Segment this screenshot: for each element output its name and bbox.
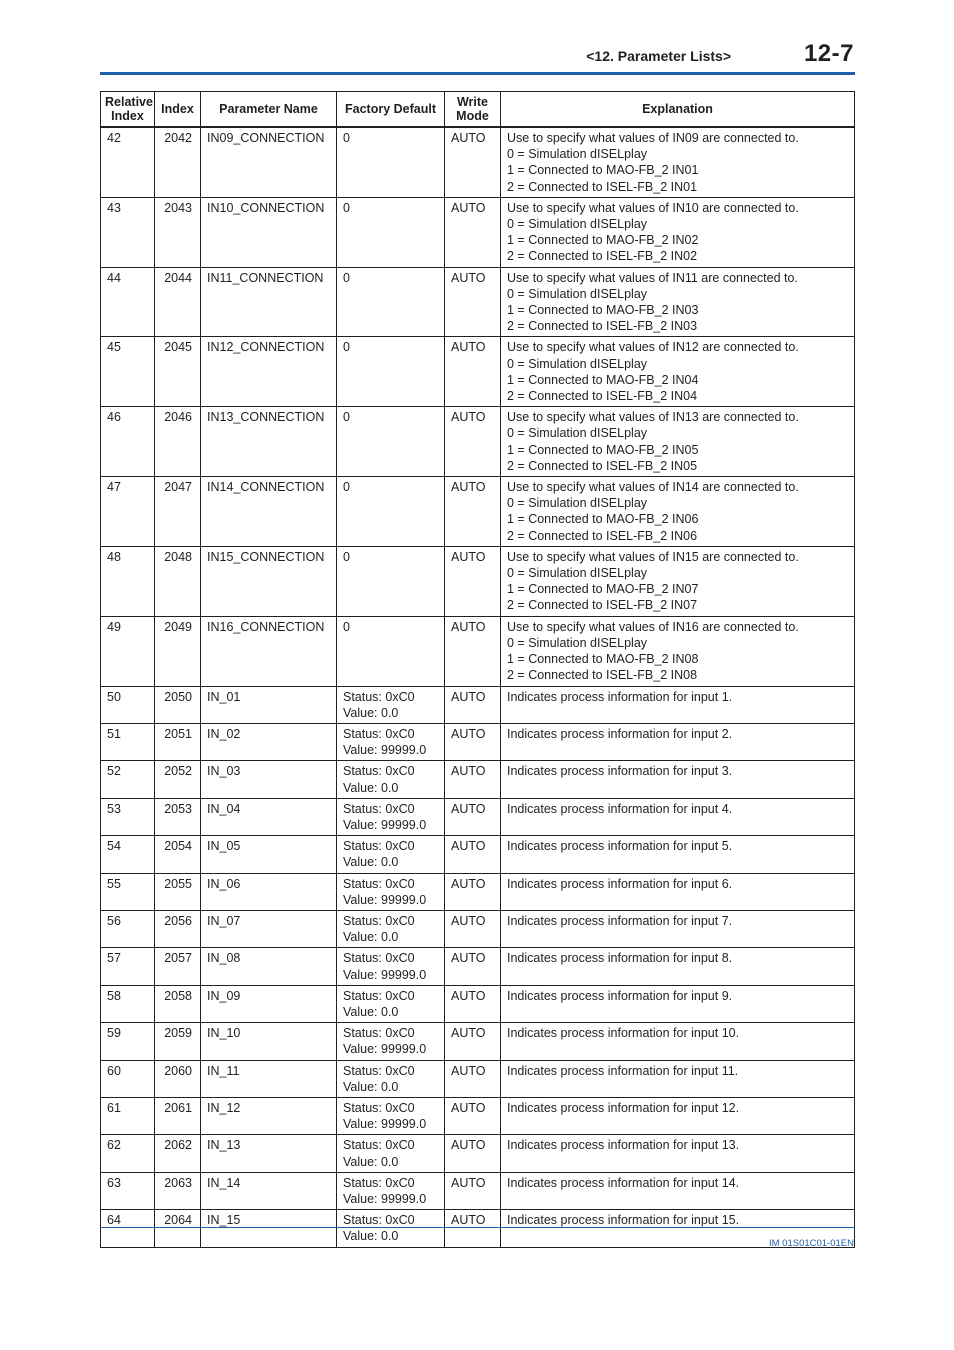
table-row bbox=[101, 1097, 855, 1134]
index-cell: 2059 bbox=[155, 1023, 201, 1060]
relative-index-cell: 57 bbox=[101, 948, 155, 985]
factory-default-line: Value: 0.0 bbox=[343, 1004, 399, 1019]
explanation-line: 2 = Connected to ISEL-FB_2 IN03 bbox=[507, 319, 698, 334]
parameter-table-container bbox=[100, 91, 855, 1248]
factory-default-line: Value: 0.0 bbox=[343, 1154, 399, 1169]
explanation-line: Indicates process information for input 15. bbox=[507, 1213, 740, 1228]
explanation-line: Indicates process information for input 7. bbox=[507, 913, 733, 928]
explanation-line: 0 = Simulation dISELplay bbox=[507, 426, 648, 441]
parameter-name-cell: IN_14 bbox=[201, 1172, 337, 1209]
index-cell: 2055 bbox=[155, 873, 201, 910]
parameter-name-cell: IN12_CONNECTION bbox=[201, 337, 337, 407]
relative-index-cell: 52 bbox=[101, 761, 155, 798]
write-mode-cell: AUTO bbox=[445, 723, 501, 760]
relative-index-cell: 48 bbox=[101, 546, 155, 616]
table-row bbox=[101, 1060, 855, 1097]
parameter-name-cell: IN15_CONNECTION bbox=[201, 546, 337, 616]
table-row bbox=[101, 337, 855, 407]
index-cell: 2048 bbox=[155, 546, 201, 616]
explanation-line: 1 = Connected to MAO-FB_2 IN05 bbox=[507, 442, 699, 457]
write-mode-cell: AUTO bbox=[445, 1210, 501, 1247]
header-line: Index bbox=[111, 109, 144, 123]
explanation-cell bbox=[501, 197, 855, 267]
relative-index-cell: 58 bbox=[101, 985, 155, 1022]
parameter-name-cell: IN_07 bbox=[201, 910, 337, 947]
explanation-cell bbox=[501, 948, 855, 985]
table-row bbox=[101, 798, 855, 835]
write-mode-cell: AUTO bbox=[445, 546, 501, 616]
relative-index-cell: 60 bbox=[101, 1060, 155, 1097]
factory-default-line: Value: 99999.0 bbox=[343, 743, 427, 758]
factory-default-line: Value: 99999.0 bbox=[343, 1042, 427, 1057]
explanation-line: 0 = Simulation dISELplay bbox=[507, 635, 648, 650]
write-mode-cell: AUTO bbox=[445, 1135, 501, 1172]
explanation-cell bbox=[501, 1023, 855, 1060]
explanation-line: Indicates process information for input 5. bbox=[507, 839, 733, 854]
parameter-name-cell: IN_12 bbox=[201, 1097, 337, 1134]
explanation-cell bbox=[501, 407, 855, 477]
explanation-line: Use to specify what values of IN10 are connected to. bbox=[507, 200, 799, 215]
index-cell: 2051 bbox=[155, 723, 201, 760]
factory-default-line: Status: 0xC0 bbox=[343, 689, 415, 704]
relative-index-cell: 46 bbox=[101, 407, 155, 477]
explanation-line: 0 = Simulation dISELplay bbox=[507, 286, 648, 301]
explanation-line: 2 = Connected to ISEL-FB_2 IN02 bbox=[507, 249, 698, 264]
parameter-name-cell: IN_06 bbox=[201, 873, 337, 910]
parameter-name-cell: IN11_CONNECTION bbox=[201, 267, 337, 337]
relative-index-cell: 49 bbox=[101, 616, 155, 686]
table-row bbox=[101, 761, 855, 798]
table-row bbox=[101, 836, 855, 873]
index-cell: 2045 bbox=[155, 337, 201, 407]
explanation-line: Indicates process information for input 13. bbox=[507, 1138, 740, 1153]
explanation-line: Use to specify what values of IN16 are connected to. bbox=[507, 619, 799, 634]
explanation-line: Indicates process information for input 14. bbox=[507, 1175, 740, 1190]
table-body bbox=[101, 127, 855, 1247]
explanation-line: Use to specify what values of IN09 are connected to. bbox=[507, 131, 799, 145]
table-row bbox=[101, 127, 855, 197]
factory-default-line: Status: 0xC0 bbox=[343, 988, 415, 1003]
explanation-line: 0 = Simulation dISELplay bbox=[507, 356, 648, 371]
explanation-cell bbox=[501, 798, 855, 835]
factory-default-cell bbox=[337, 836, 445, 873]
factory-default-cell bbox=[337, 267, 445, 337]
write-mode-cell: AUTO bbox=[445, 337, 501, 407]
explanation-cell bbox=[501, 267, 855, 337]
table-row bbox=[101, 477, 855, 547]
explanation-cell bbox=[501, 761, 855, 798]
explanation-line: Use to specify what values of IN12 are connected to. bbox=[507, 340, 799, 355]
factory-default-line: Status: 0xC0 bbox=[343, 839, 415, 854]
write-mode-cell: AUTO bbox=[445, 197, 501, 267]
relative-index-cell: 50 bbox=[101, 686, 155, 723]
index-cell: 2046 bbox=[155, 407, 201, 477]
factory-default-cell bbox=[337, 1060, 445, 1097]
col-header-explanation: Explanation bbox=[501, 92, 855, 128]
index-cell: 2042 bbox=[155, 127, 201, 197]
factory-default-line: Status: 0xC0 bbox=[343, 726, 415, 741]
index-cell: 2053 bbox=[155, 798, 201, 835]
explanation-cell bbox=[501, 686, 855, 723]
relative-index-cell: 53 bbox=[101, 798, 155, 835]
explanation-line: 2 = Connected to ISEL-FB_2 IN07 bbox=[507, 598, 698, 613]
relative-index-cell: 55 bbox=[101, 873, 155, 910]
explanation-line: Indicates process information for input 6. bbox=[507, 876, 733, 891]
parameter-name-cell: IN16_CONNECTION bbox=[201, 616, 337, 686]
col-header-write-mode bbox=[445, 92, 501, 128]
relative-index-cell: 45 bbox=[101, 337, 155, 407]
factory-default-line: Status: 0xC0 bbox=[343, 1213, 415, 1228]
table-row bbox=[101, 1023, 855, 1060]
page-number: 12-7 bbox=[803, 40, 854, 67]
factory-default-line: Status: 0xC0 bbox=[343, 801, 415, 816]
explanation-cell bbox=[501, 910, 855, 947]
write-mode-cell: AUTO bbox=[445, 686, 501, 723]
write-mode-cell: AUTO bbox=[445, 836, 501, 873]
factory-default-line: 0 bbox=[343, 619, 350, 634]
explanation-line: 2 = Connected to ISEL-FB_2 IN01 bbox=[507, 179, 698, 194]
explanation-line: 2 = Connected to ISEL-FB_2 IN06 bbox=[507, 528, 698, 543]
index-cell: 2056 bbox=[155, 910, 201, 947]
explanation-line: Indicates process information for input 12. bbox=[507, 1100, 740, 1115]
header-line: Relative bbox=[105, 95, 153, 109]
explanation-cell bbox=[501, 836, 855, 873]
factory-default-line: 0 bbox=[343, 340, 350, 355]
factory-default-cell bbox=[337, 1172, 445, 1209]
parameter-name-cell: IN_11 bbox=[201, 1060, 337, 1097]
index-cell: 2061 bbox=[155, 1097, 201, 1134]
write-mode-cell: AUTO bbox=[445, 477, 501, 547]
explanation-cell bbox=[501, 1060, 855, 1097]
explanation-line: 1 = Connected to MAO-FB_2 IN01 bbox=[507, 163, 699, 178]
parameter-name-cell: IN_15 bbox=[201, 1210, 337, 1247]
table-row bbox=[101, 910, 855, 947]
factory-default-line: Value: 0.0 bbox=[343, 1229, 399, 1244]
factory-default-line: 0 bbox=[343, 200, 350, 215]
table-row bbox=[101, 1135, 855, 1172]
factory-default-cell bbox=[337, 616, 445, 686]
write-mode-cell: AUTO bbox=[445, 407, 501, 477]
parameter-name-cell: IN_05 bbox=[201, 836, 337, 873]
table-row bbox=[101, 1172, 855, 1209]
table-header-row bbox=[101, 92, 855, 128]
explanation-line: Indicates process information for input 10. bbox=[507, 1026, 740, 1041]
relative-index-cell: 62 bbox=[101, 1135, 155, 1172]
index-cell: 2043 bbox=[155, 197, 201, 267]
section-title: <12. Parameter Lists> bbox=[586, 48, 731, 64]
col-header-relative-index bbox=[101, 92, 155, 128]
relative-index-cell: 47 bbox=[101, 477, 155, 547]
write-mode-cell: AUTO bbox=[445, 267, 501, 337]
parameter-name-cell: IN_03 bbox=[201, 761, 337, 798]
index-cell: 2054 bbox=[155, 836, 201, 873]
explanation-line: 2 = Connected to ISEL-FB_2 IN08 bbox=[507, 668, 698, 683]
col-header-index: Index bbox=[155, 92, 201, 128]
factory-default-line: 0 bbox=[343, 131, 350, 145]
write-mode-cell: AUTO bbox=[445, 761, 501, 798]
index-cell: 2047 bbox=[155, 477, 201, 547]
explanation-line: Use to specify what values of IN15 are connected to. bbox=[507, 549, 799, 564]
explanation-line: 1 = Connected to MAO-FB_2 IN08 bbox=[507, 652, 699, 667]
factory-default-line: Value: 0.0 bbox=[343, 855, 399, 870]
factory-default-line: Value: 99999.0 bbox=[343, 1117, 427, 1132]
factory-default-cell bbox=[337, 761, 445, 798]
explanation-cell bbox=[501, 1097, 855, 1134]
explanation-cell bbox=[501, 616, 855, 686]
factory-default-line: Status: 0xC0 bbox=[343, 1175, 415, 1190]
col-header-parameter-name: Parameter Name bbox=[201, 92, 337, 128]
parameter-name-cell: IN09_CONNECTION bbox=[201, 127, 337, 197]
explanation-cell bbox=[501, 985, 855, 1022]
explanation-line: Indicates process information for input 9. bbox=[507, 988, 733, 1003]
factory-default-line: Value: 99999.0 bbox=[343, 967, 427, 982]
explanation-line: 0 = Simulation dISELplay bbox=[507, 217, 648, 232]
relative-index-cell: 61 bbox=[101, 1097, 155, 1134]
table-row bbox=[101, 723, 855, 760]
factory-default-line: Value: 0.0 bbox=[343, 930, 399, 945]
parameter-name-cell: IN_04 bbox=[201, 798, 337, 835]
factory-default-line: 0 bbox=[343, 480, 350, 495]
factory-default-cell bbox=[337, 1135, 445, 1172]
parameter-name-cell: IN_02 bbox=[201, 723, 337, 760]
parameter-name-cell: IN_10 bbox=[201, 1023, 337, 1060]
index-cell: 2060 bbox=[155, 1060, 201, 1097]
parameter-name-cell: IN10_CONNECTION bbox=[201, 197, 337, 267]
table-row bbox=[101, 948, 855, 985]
explanation-line: Indicates process information for input 8. bbox=[507, 951, 733, 966]
index-cell: 2062 bbox=[155, 1135, 201, 1172]
factory-default-line: 0 bbox=[343, 549, 350, 564]
factory-default-cell bbox=[337, 686, 445, 723]
explanation-line: 1 = Connected to MAO-FB_2 IN03 bbox=[507, 303, 699, 318]
index-cell: 2057 bbox=[155, 948, 201, 985]
parameter-name-cell: IN13_CONNECTION bbox=[201, 407, 337, 477]
table-row bbox=[101, 407, 855, 477]
relative-index-cell: 42 bbox=[101, 127, 155, 197]
factory-default-cell bbox=[337, 127, 445, 197]
factory-default-line: Value: 0.0 bbox=[343, 1079, 399, 1094]
factory-default-line: Status: 0xC0 bbox=[343, 913, 415, 928]
relative-index-cell: 63 bbox=[101, 1172, 155, 1209]
explanation-line: 1 = Connected to MAO-FB_2 IN07 bbox=[507, 582, 699, 597]
explanation-line: 1 = Connected to MAO-FB_2 IN04 bbox=[507, 372, 699, 387]
explanation-line: Indicates process information for input 1. bbox=[507, 689, 733, 704]
index-cell: 2050 bbox=[155, 686, 201, 723]
factory-default-line: Status: 0xC0 bbox=[343, 1026, 415, 1041]
parameter-name-cell: IN14_CONNECTION bbox=[201, 477, 337, 547]
factory-default-cell bbox=[337, 985, 445, 1022]
explanation-line: 1 = Connected to MAO-FB_2 IN06 bbox=[507, 512, 699, 527]
table-row bbox=[101, 267, 855, 337]
explanation-line: Indicates process information for input 3. bbox=[507, 764, 733, 779]
explanation-line: 0 = Simulation dISELplay bbox=[507, 147, 648, 162]
relative-index-cell: 64 bbox=[101, 1210, 155, 1247]
explanation-cell bbox=[501, 873, 855, 910]
explanation-line: Use to specify what values of IN11 are connected to. bbox=[507, 270, 798, 285]
table-row bbox=[101, 197, 855, 267]
factory-default-line: Value: 99999.0 bbox=[343, 817, 427, 832]
table-row bbox=[101, 873, 855, 910]
explanation-line: Use to specify what values of IN13 are connected to. bbox=[507, 410, 799, 425]
factory-default-line: Status: 0xC0 bbox=[343, 1138, 415, 1153]
explanation-line: 0 = Simulation dISELplay bbox=[507, 496, 648, 511]
table-row bbox=[101, 985, 855, 1022]
write-mode-cell: AUTO bbox=[445, 948, 501, 985]
write-mode-cell: AUTO bbox=[445, 1097, 501, 1134]
write-mode-cell: AUTO bbox=[445, 616, 501, 686]
explanation-cell bbox=[501, 546, 855, 616]
explanation-line: 1 = Connected to MAO-FB_2 IN02 bbox=[507, 233, 699, 248]
table-row bbox=[101, 686, 855, 723]
factory-default-cell bbox=[337, 1210, 445, 1247]
factory-default-line: Value: 99999.0 bbox=[343, 1191, 427, 1206]
index-cell: 2058 bbox=[155, 985, 201, 1022]
footer-divider bbox=[100, 1227, 855, 1228]
write-mode-cell: AUTO bbox=[445, 985, 501, 1022]
write-mode-cell: AUTO bbox=[445, 910, 501, 947]
factory-default-cell bbox=[337, 477, 445, 547]
index-cell: 2064 bbox=[155, 1210, 201, 1247]
explanation-cell bbox=[501, 723, 855, 760]
factory-default-line: Value: 0.0 bbox=[343, 705, 399, 720]
explanation-cell bbox=[501, 127, 855, 197]
factory-default-cell bbox=[337, 197, 445, 267]
factory-default-cell bbox=[337, 948, 445, 985]
factory-default-cell bbox=[337, 1097, 445, 1134]
write-mode-cell: AUTO bbox=[445, 873, 501, 910]
write-mode-cell: AUTO bbox=[445, 1172, 501, 1209]
explanation-cell bbox=[501, 1135, 855, 1172]
factory-default-cell bbox=[337, 337, 445, 407]
factory-default-cell bbox=[337, 407, 445, 477]
explanation-line: 2 = Connected to ISEL-FB_2 IN04 bbox=[507, 389, 698, 404]
explanation-line: Indicates process information for input 2. bbox=[507, 726, 733, 741]
explanation-cell bbox=[501, 477, 855, 547]
factory-default-line: 0 bbox=[343, 270, 350, 285]
parameter-table bbox=[100, 91, 855, 1248]
factory-default-cell bbox=[337, 546, 445, 616]
write-mode-cell: AUTO bbox=[445, 1023, 501, 1060]
parameter-name-cell: IN_13 bbox=[201, 1135, 337, 1172]
parameter-name-cell: IN_01 bbox=[201, 686, 337, 723]
relative-index-cell: 44 bbox=[101, 267, 155, 337]
table-row bbox=[101, 546, 855, 616]
explanation-line: Indicates process information for input 4. bbox=[507, 801, 733, 816]
factory-default-line: Value: 99999.0 bbox=[343, 892, 427, 907]
explanation-cell bbox=[501, 1172, 855, 1209]
factory-default-line: Status: 0xC0 bbox=[343, 1063, 415, 1078]
col-header-factory-default: Factory Default bbox=[337, 92, 445, 128]
factory-default-cell bbox=[337, 723, 445, 760]
relative-index-cell: 54 bbox=[101, 836, 155, 873]
header-line: Mode bbox=[456, 109, 489, 123]
factory-default-cell bbox=[337, 910, 445, 947]
index-cell: 2044 bbox=[155, 267, 201, 337]
factory-default-line: Status: 0xC0 bbox=[343, 876, 415, 891]
relative-index-cell: 56 bbox=[101, 910, 155, 947]
write-mode-cell: AUTO bbox=[445, 798, 501, 835]
explanation-cell bbox=[501, 337, 855, 407]
factory-default-line: Status: 0xC0 bbox=[343, 951, 415, 966]
factory-default-line: Status: 0xC0 bbox=[343, 1100, 415, 1115]
header-line: Write bbox=[456, 95, 489, 109]
relative-index-cell: 43 bbox=[101, 197, 155, 267]
explanation-line: 0 = Simulation dISELplay bbox=[507, 566, 648, 581]
factory-default-cell bbox=[337, 1023, 445, 1060]
relative-index-cell: 59 bbox=[101, 1023, 155, 1060]
write-mode-cell: AUTO bbox=[445, 1060, 501, 1097]
index-cell: 2063 bbox=[155, 1172, 201, 1209]
explanation-line: Indicates process information for input 11. bbox=[507, 1063, 739, 1078]
factory-default-line: Value: 0.0 bbox=[343, 780, 399, 795]
factory-default-cell bbox=[337, 798, 445, 835]
explanation-line: 2 = Connected to ISEL-FB_2 IN05 bbox=[507, 458, 698, 473]
index-cell: 2052 bbox=[155, 761, 201, 798]
factory-default-line: 0 bbox=[343, 410, 350, 425]
header-divider bbox=[100, 72, 855, 75]
factory-default-cell bbox=[337, 873, 445, 910]
document-id: IM 01S01C01-01EN bbox=[768, 1238, 854, 1249]
relative-index-cell: 51 bbox=[101, 723, 155, 760]
factory-default-line: Status: 0xC0 bbox=[343, 764, 415, 779]
parameter-name-cell: IN_09 bbox=[201, 985, 337, 1022]
table-row bbox=[101, 616, 855, 686]
explanation-line: Use to specify what values of IN14 are connected to. bbox=[507, 480, 799, 495]
parameter-name-cell: IN_08 bbox=[201, 948, 337, 985]
write-mode-cell: AUTO bbox=[445, 127, 501, 197]
index-cell: 2049 bbox=[155, 616, 201, 686]
